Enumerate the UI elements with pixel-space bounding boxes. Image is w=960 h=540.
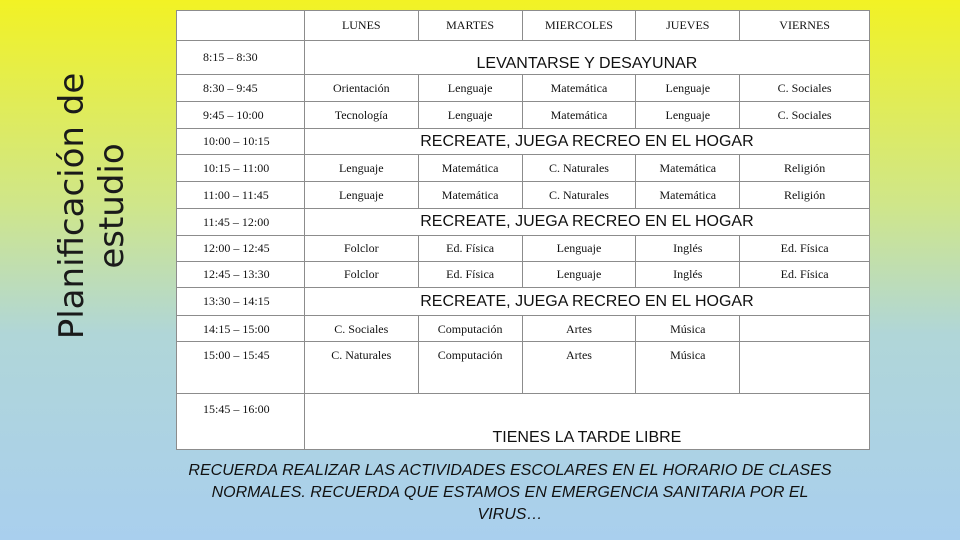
span-row xyxy=(177,288,870,316)
subject-cell: Computación xyxy=(418,342,522,394)
subject-cell: Ed. Física xyxy=(740,262,870,288)
footer-line: NORMALES. RECUERDA QUE ESTAMOS EN EMERGENCIA SANITARIA POR EL xyxy=(211,484,809,501)
subject-cell: Religión xyxy=(740,182,870,209)
span-row xyxy=(177,41,870,75)
side-title xyxy=(44,12,140,400)
header-day: LUNES xyxy=(304,11,418,41)
footer-line: VIRUS… xyxy=(477,506,543,523)
schedule-row xyxy=(177,102,870,129)
schedule-row xyxy=(177,316,870,342)
subject-cell: Música xyxy=(636,316,740,342)
subject-cell: Ed. Física xyxy=(740,236,870,262)
activity-banner: TIENES LA TARDE LIBRE xyxy=(304,394,869,450)
subject-cell: C. Naturales xyxy=(522,155,636,182)
footer-line: RECUERDA REALIZAR LAS ACTIVIDADES ESCOLARES EN EL HORARIO DE CLASES xyxy=(188,462,832,479)
schedule-table xyxy=(176,10,870,450)
activity-banner: RECREATE, JUEGA RECREO EN EL HOGAR xyxy=(304,129,869,155)
header-row xyxy=(177,11,870,41)
span-row xyxy=(177,129,870,155)
subject-cell xyxy=(740,316,870,342)
subject-cell: C. Sociales xyxy=(740,75,870,102)
subject-cell: Matemática xyxy=(522,75,636,102)
subject-cell: Ed. Física xyxy=(418,236,522,262)
time-slot: 9:45 – 10:00 xyxy=(177,102,305,129)
subject-cell: Matemática xyxy=(522,102,636,129)
activity-banner: LEVANTARSE Y DESAYUNAR xyxy=(304,41,869,75)
subject-cell: Orientación xyxy=(304,75,418,102)
subject-cell: Folclor xyxy=(304,262,418,288)
subject-cell: Matemática xyxy=(418,182,522,209)
time-slot: 8:15 – 8:30 xyxy=(177,41,305,75)
time-slot: 8:30 – 9:45 xyxy=(177,75,305,102)
side-title-line2: estudio xyxy=(92,143,132,269)
time-slot: 11:00 – 11:45 xyxy=(177,182,305,209)
header-day: VIERNES xyxy=(740,11,870,41)
subject-cell: Lenguaje xyxy=(522,262,636,288)
header-day: JUEVES xyxy=(636,11,740,41)
side-title-line1: Planificación de xyxy=(52,72,92,340)
subject-cell: Religión xyxy=(740,155,870,182)
time-slot: 10:15 – 11:00 xyxy=(177,155,305,182)
subject-cell: Lenguaje xyxy=(636,75,740,102)
subject-cell: C. Naturales xyxy=(304,342,418,394)
schedule-row xyxy=(177,342,870,394)
subject-cell: Matemática xyxy=(636,155,740,182)
footer-note xyxy=(140,460,880,526)
subject-cell: Matemática xyxy=(418,155,522,182)
span-row xyxy=(177,209,870,236)
subject-cell: Lenguaje xyxy=(636,102,740,129)
header-day: MIERCOLES xyxy=(522,11,636,41)
schedule-body xyxy=(177,11,870,450)
subject-cell: Computación xyxy=(418,316,522,342)
schedule-row xyxy=(177,262,870,288)
time-slot: 13:30 – 14:15 xyxy=(177,288,305,316)
activity-banner: RECREATE, JUEGA RECREO EN EL HOGAR xyxy=(304,288,869,316)
header-day: MARTES xyxy=(418,11,522,41)
span-row xyxy=(177,394,870,450)
subject-cell: Folclor xyxy=(304,236,418,262)
subject-cell: Inglés xyxy=(636,236,740,262)
subject-cell: Lenguaje xyxy=(418,102,522,129)
subject-cell: Ed. Física xyxy=(418,262,522,288)
subject-cell: C. Sociales xyxy=(740,102,870,129)
time-slot: 15:45 – 16:00 xyxy=(177,394,305,450)
schedule-row xyxy=(177,75,870,102)
subject-cell: Lenguaje xyxy=(304,182,418,209)
time-slot: 14:15 – 15:00 xyxy=(177,316,305,342)
time-slot: 11:45 – 12:00 xyxy=(177,209,305,236)
subject-cell: Artes xyxy=(522,316,636,342)
time-slot: 10:00 – 10:15 xyxy=(177,129,305,155)
subject-cell: C. Naturales xyxy=(522,182,636,209)
schedule-row xyxy=(177,236,870,262)
time-slot: 12:45 – 13:30 xyxy=(177,262,305,288)
activity-banner: RECREATE, JUEGA RECREO EN EL HOGAR xyxy=(304,209,869,236)
header-corner xyxy=(177,11,305,41)
subject-cell: Música xyxy=(636,342,740,394)
schedule-row xyxy=(177,155,870,182)
subject-cell: Inglés xyxy=(636,262,740,288)
subject-cell: Artes xyxy=(522,342,636,394)
subject-cell: C. Sociales xyxy=(304,316,418,342)
subject-cell: Lenguaje xyxy=(522,236,636,262)
subject-cell xyxy=(740,342,870,394)
time-slot: 15:00 – 15:45 xyxy=(177,342,305,394)
subject-cell: Lenguaje xyxy=(304,155,418,182)
subject-cell: Tecnología xyxy=(304,102,418,129)
schedule-row xyxy=(177,182,870,209)
subject-cell: Matemática xyxy=(636,182,740,209)
time-slot: 12:00 – 12:45 xyxy=(177,236,305,262)
subject-cell: Lenguaje xyxy=(418,75,522,102)
